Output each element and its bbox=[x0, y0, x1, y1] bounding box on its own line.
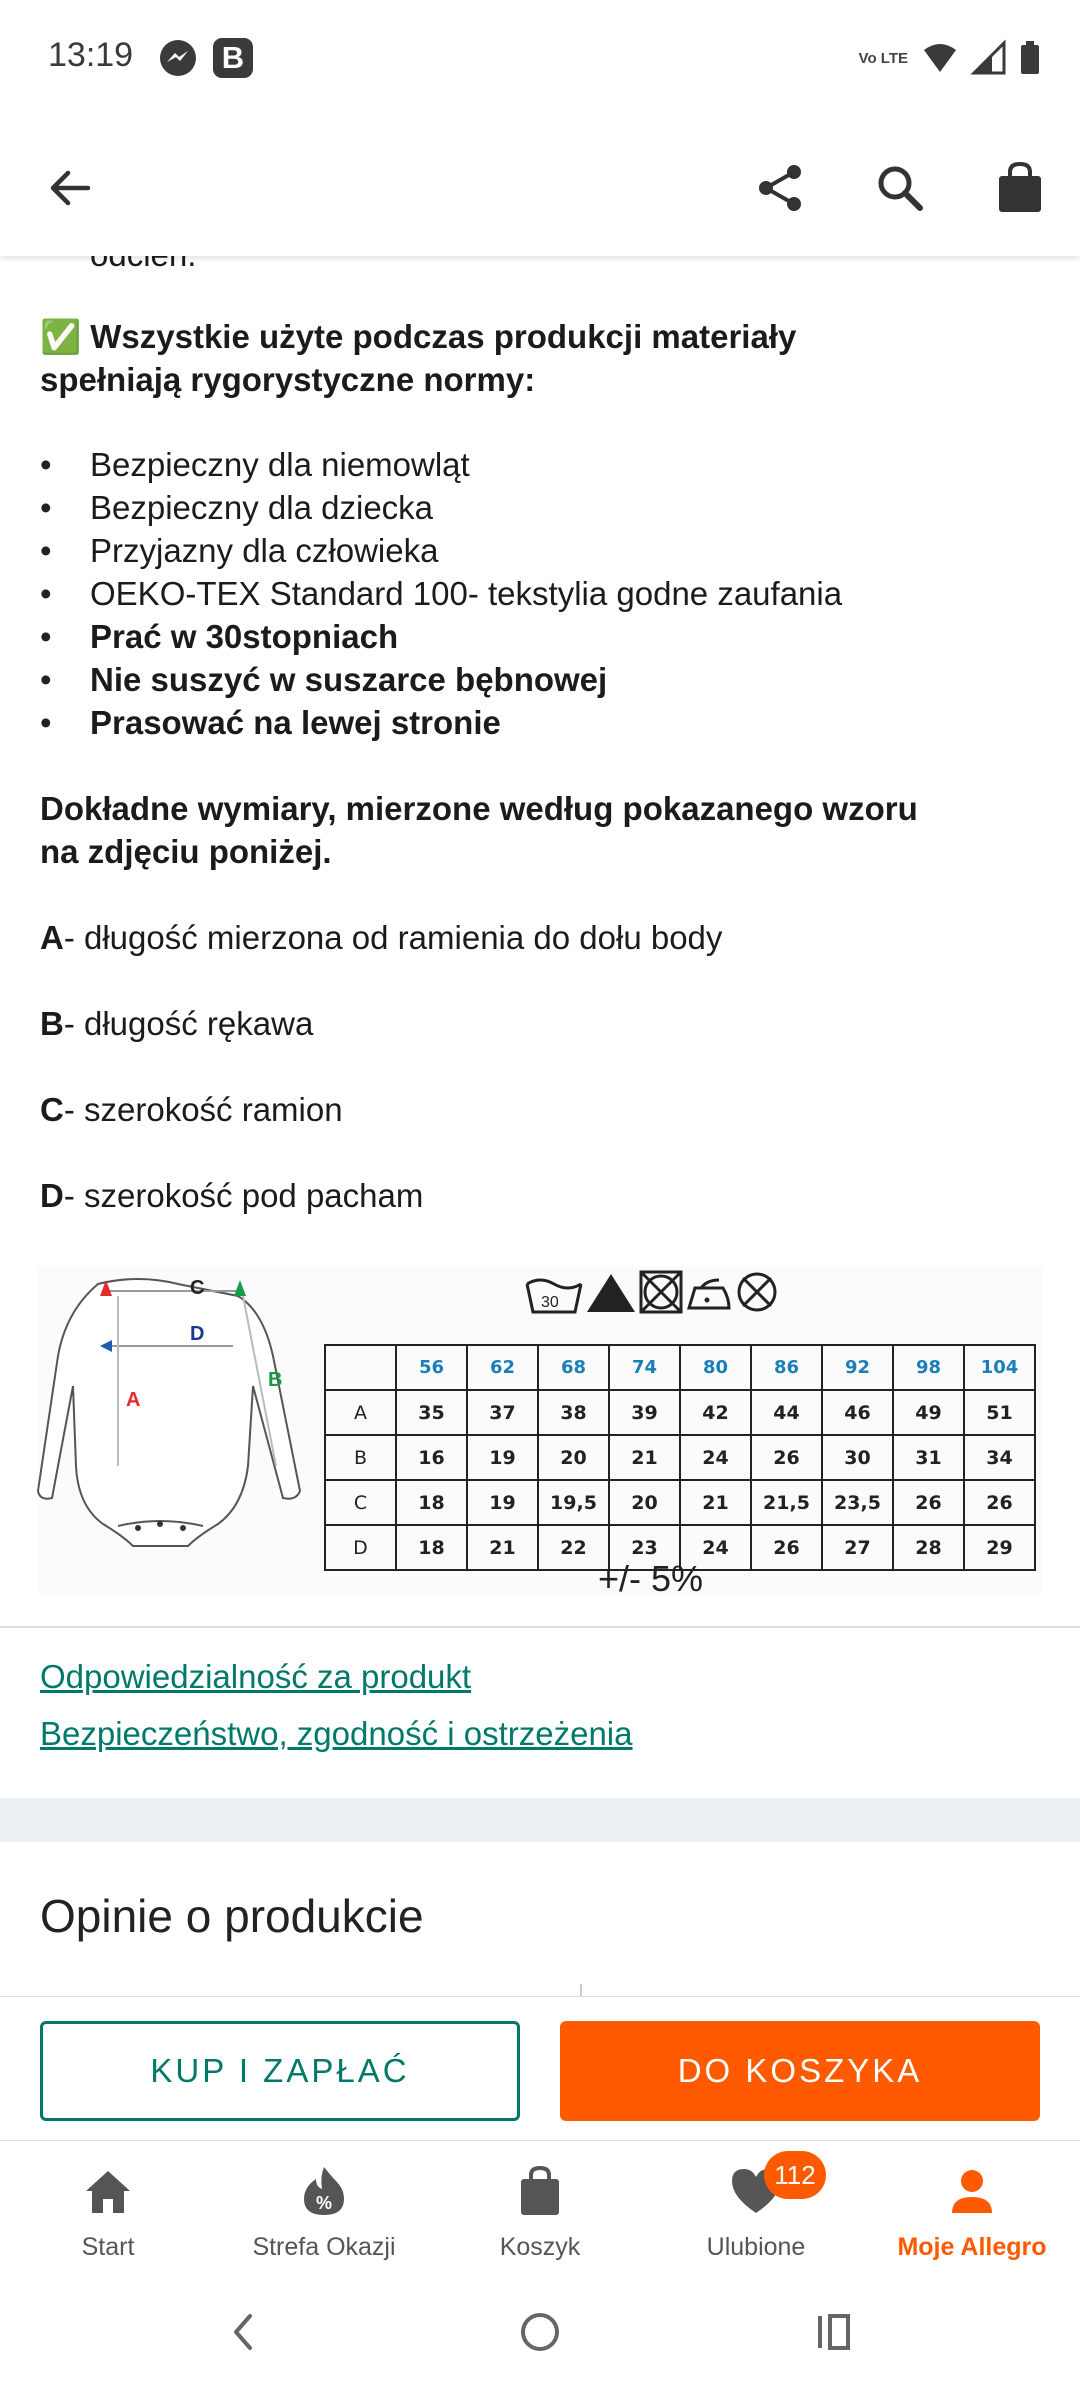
dimension-letter: A bbox=[40, 919, 64, 956]
nav-label: Strefa Okazji bbox=[252, 2233, 396, 2261]
user-icon bbox=[944, 2163, 1000, 2219]
row-label-cell: A bbox=[325, 1390, 396, 1435]
size-value-cell: 44 bbox=[751, 1390, 822, 1435]
size-row-c bbox=[325, 1480, 1035, 1525]
size-header-row bbox=[325, 1345, 1035, 1390]
nav-start[interactable] bbox=[0, 2141, 216, 2281]
size-value-cell: 16 bbox=[396, 1435, 467, 1480]
buy-now-button[interactable]: KUP I ZAPŁAĆ bbox=[40, 2021, 520, 2121]
bullet-symbol: • bbox=[40, 489, 52, 526]
dimension-text: - długość rękawa bbox=[63, 1005, 314, 1042]
size-value-cell: 21 bbox=[680, 1480, 751, 1525]
diagram-label-c: C bbox=[190, 1277, 205, 1299]
bullet-symbol: • bbox=[40, 446, 52, 483]
dimension-text: - szerokość ramion bbox=[63, 1091, 343, 1128]
materials-heading-line1: ✅ Wszystkie użyte podczas produkcji materiały bbox=[40, 318, 797, 355]
size-header-cell: 56 bbox=[396, 1345, 467, 1390]
nav-moje-allegro[interactable] bbox=[864, 2141, 1080, 2281]
volte-icon bbox=[859, 51, 908, 66]
volte-label: Vo LTE bbox=[858, 49, 908, 67]
messenger-icon bbox=[158, 38, 198, 78]
size-header-cell: 92 bbox=[822, 1345, 893, 1390]
size-value-cell: 19 bbox=[467, 1435, 538, 1480]
size-row-b bbox=[325, 1435, 1035, 1480]
materials-heading-line2: spełniają rygorystyczne normy: bbox=[40, 361, 536, 398]
section-separator bbox=[0, 1798, 1080, 1842]
nav-label: Start bbox=[81, 2233, 135, 2261]
dimension-letter: B bbox=[40, 1005, 64, 1042]
divider bbox=[0, 1626, 1080, 1628]
dimension-letter: D bbox=[40, 1177, 64, 1214]
size-value-cell: 19,5 bbox=[538, 1480, 609, 1525]
bullet-symbol: • bbox=[40, 704, 52, 741]
list-item-text: Prasować na lewej stronie bbox=[90, 704, 501, 741]
size-value-cell: 21,5 bbox=[751, 1480, 822, 1525]
wash-temperature: 30 bbox=[541, 1294, 559, 1311]
row-label-cell: D bbox=[325, 1525, 396, 1570]
size-value-cell: 42 bbox=[680, 1390, 751, 1435]
nav-label: Ulubione bbox=[706, 2233, 806, 2261]
list-item-text: OEKO-TEX Standard 100- tekstylia godne zaufania bbox=[90, 575, 843, 612]
size-value-cell: 28 bbox=[893, 1525, 964, 1570]
list-item-text: Bezpieczny dla dziecka bbox=[90, 489, 434, 526]
bag-icon bbox=[512, 2163, 568, 2219]
size-value-cell: 27 bbox=[822, 1525, 893, 1570]
system-recents-icon[interactable] bbox=[812, 2310, 856, 2354]
size-header-cell: 74 bbox=[609, 1345, 680, 1390]
status-icons bbox=[859, 38, 1040, 78]
bodysuit-diagram bbox=[38, 1266, 308, 1566]
size-value-cell: 39 bbox=[609, 1390, 680, 1435]
size-value-cell: 31 bbox=[893, 1435, 964, 1480]
nav-koszyk[interactable] bbox=[432, 2141, 648, 2281]
size-row-a bbox=[325, 1390, 1035, 1435]
list-item-text: Przyjazny dla człowieka bbox=[90, 532, 439, 569]
size-value-cell: 21 bbox=[609, 1435, 680, 1480]
dimension-d bbox=[40, 1177, 423, 1215]
bottom-navigation bbox=[0, 2140, 1080, 2280]
care-symbols bbox=[523, 1268, 823, 1318]
dimension-b bbox=[40, 1005, 313, 1043]
favorites-badge: 112 bbox=[764, 2151, 826, 2199]
nav-label: Koszyk bbox=[499, 2233, 581, 2261]
size-value-cell: 22 bbox=[538, 1525, 609, 1570]
battery-icon bbox=[1020, 41, 1040, 75]
dimensions-heading-line2: na zdjęciu poniżej. bbox=[40, 833, 332, 870]
wifi-icon bbox=[922, 42, 958, 74]
bullet-symbol: • bbox=[40, 618, 52, 655]
size-value-cell: 20 bbox=[538, 1435, 609, 1480]
size-value-cell: 26 bbox=[964, 1480, 1035, 1525]
home-icon bbox=[80, 2163, 136, 2219]
share-icon[interactable] bbox=[750, 158, 810, 218]
system-navigation bbox=[0, 2280, 1080, 2400]
size-header-cell: 62 bbox=[467, 1345, 538, 1390]
app-bar bbox=[0, 118, 1080, 256]
dimension-text: - długość mierzona od ramienia do dołu body bbox=[63, 919, 723, 956]
size-value-cell: 38 bbox=[538, 1390, 609, 1435]
size-value-cell: 34 bbox=[964, 1435, 1035, 1480]
arrow-left-icon[interactable] bbox=[40, 158, 100, 218]
dimension-a bbox=[40, 919, 722, 957]
bullet-symbol: • bbox=[40, 661, 52, 698]
size-chart-image[interactable] bbox=[38, 1266, 1042, 1599]
safety-link[interactable]: Bezpieczeństwo, zgodność i ostrzeżenia bbox=[40, 1715, 633, 1752]
size-value-cell: 24 bbox=[680, 1525, 751, 1570]
size-value-cell: 46 bbox=[822, 1390, 893, 1435]
list-item-text: Bezpieczny dla niemowląt bbox=[90, 446, 470, 483]
corner-cell bbox=[325, 1345, 396, 1390]
search-icon[interactable] bbox=[870, 158, 930, 218]
size-table-body bbox=[325, 1345, 1035, 1570]
tolerance-label: +/- 5% bbox=[598, 1558, 704, 1599]
app-b-icon: B bbox=[213, 38, 253, 78]
size-header-cell: 104 bbox=[964, 1345, 1035, 1390]
size-value-cell: 23,5 bbox=[822, 1480, 893, 1525]
system-back-icon[interactable] bbox=[222, 2310, 266, 2354]
reviews-title: Opinie o produkcie bbox=[40, 1890, 424, 1942]
list-item-text: Nie suszyć w suszarce bębnowej bbox=[90, 661, 608, 698]
responsibility-link[interactable]: Odpowiedzialność za produkt bbox=[40, 1658, 472, 1695]
size-value-cell: 30 bbox=[822, 1435, 893, 1480]
size-value-cell: 23 bbox=[609, 1525, 680, 1570]
size-value-cell: 18 bbox=[396, 1525, 467, 1570]
product-description bbox=[0, 256, 1080, 1996]
size-header-cell: 80 bbox=[680, 1345, 751, 1390]
row-label-cell: B bbox=[325, 1435, 396, 1480]
dimensions-heading-line1: Dokładne wymiary, mierzone według pokazanego wzoru bbox=[40, 790, 918, 827]
size-value-cell: 20 bbox=[609, 1480, 680, 1525]
discount-icon bbox=[296, 2163, 352, 2219]
size-value-cell: 49 bbox=[893, 1390, 964, 1435]
purchase-action-bar bbox=[0, 1996, 1080, 2140]
size-header-cell: 68 bbox=[538, 1345, 609, 1390]
bullet-symbol: • bbox=[40, 532, 52, 569]
dimension-letter: C bbox=[40, 1091, 64, 1128]
size-value-cell: 18 bbox=[396, 1480, 467, 1525]
dimension-text: - szerokość pod pacham bbox=[63, 1177, 424, 1214]
status-bar bbox=[0, 0, 1080, 118]
add-to-cart-button[interactable]: DO KOSZYKA bbox=[560, 2021, 1040, 2121]
diagram-label-b: B bbox=[268, 1369, 283, 1391]
size-value-cell: 24 bbox=[680, 1435, 751, 1480]
size-value-cell: 26 bbox=[751, 1525, 822, 1570]
size-value-cell: 21 bbox=[467, 1525, 538, 1570]
bullet-symbol: • bbox=[40, 575, 52, 612]
diagram-label-d: D bbox=[190, 1323, 205, 1345]
system-home-icon[interactable] bbox=[518, 2310, 562, 2354]
size-value-cell: 29 bbox=[964, 1525, 1035, 1570]
size-value-cell: 51 bbox=[964, 1390, 1035, 1435]
dimension-c bbox=[40, 1091, 343, 1129]
row-label-cell: C bbox=[325, 1480, 396, 1525]
nav-strefa-okazji[interactable] bbox=[216, 2141, 432, 2281]
svg-text:%: % bbox=[315, 2193, 333, 2213]
size-value-cell: 35 bbox=[396, 1390, 467, 1435]
size-value-cell: 26 bbox=[751, 1435, 822, 1480]
size-value-cell: 19 bbox=[467, 1480, 538, 1525]
nav-label: Moje Allegro bbox=[897, 2233, 1047, 2261]
diagram-label-a: A bbox=[126, 1389, 141, 1411]
signal-icon bbox=[972, 41, 1006, 75]
size-table bbox=[324, 1344, 1036, 1571]
size-header-cell: 98 bbox=[893, 1345, 964, 1390]
size-value-cell: 26 bbox=[893, 1480, 964, 1525]
size-value-cell: 37 bbox=[467, 1390, 538, 1435]
status-time: 13:19 bbox=[48, 36, 134, 74]
nav-ulubione[interactable] bbox=[648, 2141, 864, 2281]
list-item-text: Prać w 30stopniach bbox=[90, 618, 399, 655]
size-header-cell: 86 bbox=[751, 1345, 822, 1390]
bag-icon[interactable] bbox=[990, 158, 1050, 218]
